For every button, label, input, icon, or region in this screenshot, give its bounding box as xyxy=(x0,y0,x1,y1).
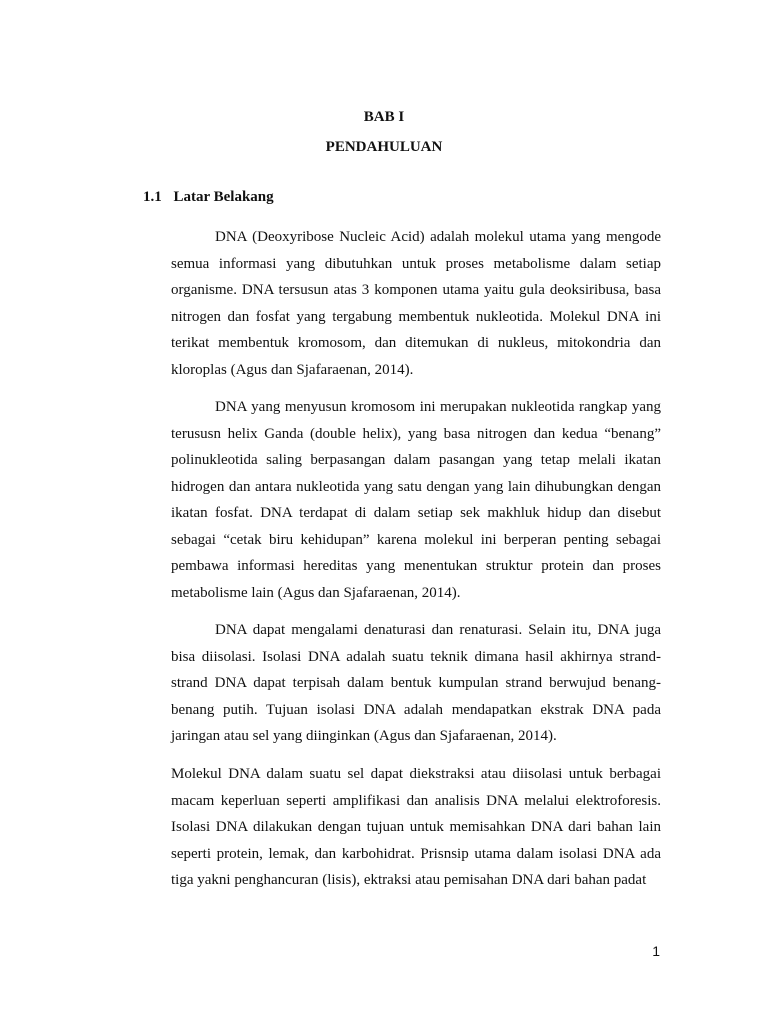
section-number: 1.1 xyxy=(143,189,162,205)
chapter-title: PENDAHULUAN xyxy=(325,139,443,155)
paragraph: Molekul DNA dalam suatu sel dapat diekstraksi atau diisolasi untuk berbagai macam keperluan seperti amplifikasi dan analisis DNA melalui elektroforesis. Isolasi DNA dilakukan dengan tujuan untuk memisahkan DNA dari bahan lain seperti protein, lemak, dan karbohidrat. Prisnsip utama dalam isolasi DNA ada tiga yakni penghancuran (lisis), ektraksi atau pemisahan DNA dari bahan padat xyxy=(171,766,661,888)
section-heading xyxy=(143,189,274,206)
section-title: Latar Belakang xyxy=(173,189,274,205)
paragraph: DNA (Deoxyribose Nucleic Acid) adalah molekul utama yang mengode semua informasi yang dibutuhkan untuk proses metabolisme dalam setiap organisme. DNA tersusun atas 3 komponen utama yaitu gula deoksiribusa, basa nitrogen dan fosfat yang tergabung membentuk nukleotida. Molekul DNA ini terikat membentuk kromosom, dan ditemukan di nukleus, mitokondria dan kloroplas (Agus dan Sjafaraenan, 2014). xyxy=(171,229,661,378)
chapter-number: BAB I xyxy=(363,109,405,125)
paragraph: DNA yang menyusun kromosom ini merupakan nukleotida rangkap yang terususn helix Ganda (double helix), yang basa nitrogen dan kedua “benang” polinukleotida saling berpasangan dalam pasangan yang tetap melali ikatan hidrogen dan antara nukleotida yang satu dengan yang lain dihubungkan dengan ikatan fosfat. DNA terdapat di dalam setiap sek makhluk hidup dan disebut sebagai “cetak biru kehidupan” karena molekul ini berperan penting sebagai pembawa informasi hereditas yang menentukan struktur protein dan proses metabolisme lain (Agus dan Sjafaraenan, 2014). xyxy=(171,399,661,601)
paragraph: DNA dapat mengalami denaturasi dan renaturasi. Selain itu, DNA juga bisa diisolasi. Isolasi DNA adalah suatu teknik dimana hasil akhirnya strand-strand DNA dapat terpisah dalam bentuk kumpulan strand berwujud benang-benang putih. Tujuan isolasi DNA adalah mendapatkan ekstrak DNA pada jaringan atau sel yang diinginkan (Agus dan Sjafaraenan, 2014). xyxy=(171,622,661,744)
page-number: 1 xyxy=(652,943,660,959)
